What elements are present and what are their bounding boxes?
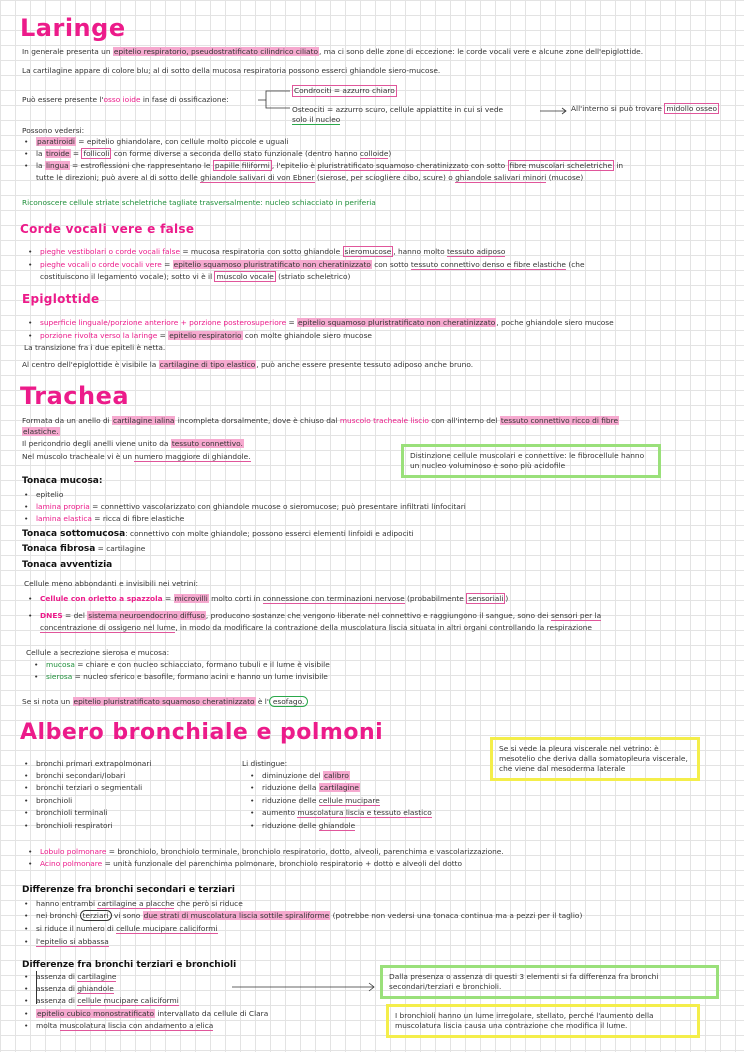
list-item: • riduzione della cartilagine (262, 783, 360, 793)
list-item: • bronchi terziari o segmentali (36, 783, 142, 793)
list-item-cont: tutte le direzioni; può avere al di sotto delle ghiandole salivari di von Ebner (sierose, per sciogliere cibo, scure) o ghiandole salivari minori (mucose) (36, 173, 584, 182)
trachea-intro: Formata da un anello di cartilagine ialina incompleta dorsalmente, dove è chiuso dal muscolo tracheale liscio con all'interno del tessuto connettivo ricco di fibre (22, 416, 619, 425)
note-presenza: Dalla presenza o assenza di questi 3 elementi si fa differenza fra bronchi secondari/terziari e bronchioli. (380, 965, 719, 999)
condrociti-box: Condrociti = azzurro chiaro (294, 86, 395, 95)
diff2-heading: Differenze fra bronchi terziari e bronchioli (22, 960, 237, 970)
note-pleura: Se si vede la pleura viscerale nel vetrino: è mesotelio che deriva dalla somatopleura viscerale, che viene dal mesoderma laterale (490, 737, 700, 781)
list-item: • pieghe vocali o corde vocali vere = epitelio squamoso pluristratificato non cheratinizzato con sotto tessuto connettivo denso e fibre elastiche (che (40, 260, 585, 270)
list-item: • bronchioli terminali (36, 808, 107, 818)
laringe-osso-ioide: Può essere presente l'osso ioide in fase di ossificazione: (22, 95, 229, 104)
list-item: • bronchioli (36, 796, 72, 806)
section-title-albero: Albero bronchiale e polmoni (20, 720, 384, 745)
secrezione-intro: Cellule a secrezione sierosa e mucosa: (26, 648, 170, 657)
list-item: • la lingua = estroflessioni che rappresentano le papille filiformi , l'epitelio è pluristratificato squamoso cheratinizzato con sotto fibre muscolari scheletriche in (36, 161, 623, 171)
osteociti-line2: solo il nucleo (292, 115, 341, 124)
list-item-cont: concentrazione di ossigeno nel lume, in modo da modificare la contrazione della muscolatura liscia situata in altri organi controllando la respirazione (40, 623, 592, 632)
list-item: • riduzione delle ghiandole (262, 821, 355, 831)
cartilagine-elastica: Al centro dell'epiglottide è visibile la cartilagine di tipo elastico, può anche essere presente tessuto adiposo anche bruno. (22, 360, 474, 369)
note-bronchioli: I bronchioli hanno un lume irregolare, stellato, perché l'aumento della muscolatura liscia causa una contrazione che modifica il lume. (386, 1004, 700, 1038)
laringe-cartilagine: La cartilagine appare di colore blu; al di sotto della mucosa respiratoria possono esserci ghiandole siero-mucose. (22, 66, 441, 75)
tonaca-avventizia: Tonaca avventizia (22, 560, 113, 570)
esofago-line: Se si nota un epitelio pluristratificato squamoso cheratinizzato è l' esofago. (22, 697, 308, 707)
midollo-line: All'interno si può trovare midollo osseo (571, 104, 718, 113)
arrow-icon (540, 108, 570, 114)
list-item: • assenza di ghiandole (36, 984, 114, 994)
list-item: • superficie linguale/porzione anteriore + porzione posterosuperiore = epitelio squamoso pluristratificato non cheratinizzato, poche ghiandole siero mucose (40, 318, 614, 328)
trachea-intro-cont: elastiche. (23, 427, 59, 436)
osteociti-line1: Osteociti = azzurro scuro, cellule appiattite in cui si vede (292, 105, 504, 114)
list-item: • la tiroide = follicoli con forme diverse a seconda dello stato funzionale (dentro hanno colloide) (36, 149, 391, 159)
pericondrio: Il pericondrio degli anelli viene unito da tessuto connettivo. (22, 439, 243, 448)
tonaca-fibrosa: Tonaca fibrosa = cartilagine (22, 544, 146, 554)
transizione: La transizione fra i due epiteli è netta. (24, 343, 166, 352)
list-item: • l'epitelio si abbassa (36, 937, 109, 947)
list-item: • bronchioli respiratori (36, 821, 113, 831)
branch-bracket (258, 88, 294, 112)
list-item: • Acino polmonare = unità funzionale del parenchima polmonare, bronchiolo respiratorio + dotto e alveoli del dotto (40, 859, 462, 869)
list-item: • epitelio cubico monostratificato intervallato da cellule di Clara (36, 1009, 268, 1019)
list-item: • pieghe vestibolari o corde vocali false = mucosa respiratoria con sotto ghiandole sieromucose , hanno molto tessuto adiposo (40, 247, 505, 257)
list-item: • hanno entrambi cartilagine a placche che però si riduce (36, 899, 243, 909)
muscolo-tracheale: Nel muscolo tracheale vi è un numero maggiore di ghiandole. (22, 452, 251, 461)
section-title-trachea: Trachea (20, 382, 130, 410)
list-item: • porzione rivolta verso la laringe = epitelio respiratorio con molte ghiandole siero mucose (40, 331, 372, 341)
cellule-intro: Cellule meno abbondanti e invisibili nei vetrini: (24, 579, 199, 588)
tonaca-sottomucosa: Tonaca sottomucosa: connettivo con molte ghiandole; possono esserci elementi linfoidi e adipociti (22, 529, 414, 539)
tonaca-mucosa-heading: Tonaca mucosa: (22, 476, 103, 486)
list-item: • epitelio (36, 490, 63, 500)
arrow-icon (232, 983, 378, 991)
list-item: • assenza di cartilagine (36, 972, 116, 982)
possono-vedersi: Possono vedersi: (22, 126, 85, 135)
list-item: • nei bronchi terziari vi sono due strati di muscolatura liscia sottile spiraliforme (potrebbe non vedersi una tonaca continua ma a pezzi per il taglio) (36, 911, 582, 921)
list-item: • aumento muscolatura liscia e tessuto elastico (262, 808, 432, 818)
green-note: Riconoscere cellule striate scheletriche tagliate trasversalmente: nucleo schiacciato in periferia (22, 198, 376, 207)
note-distinzione: Distinzione cellule muscolari e connettive: le fibrocellule hanno un nucleo voluminoso e sono più acidofile (401, 444, 661, 478)
list-item: • riduzione delle cellule mucipare (262, 796, 380, 806)
list-item: • lamina elastica = ricca di fibre elastiche (36, 514, 184, 524)
list-item: • sierosa = nucleo sferico e basofile, formano acini e hanno un lume invisibile (46, 672, 328, 682)
section-title-laringe: Laringe (20, 14, 126, 42)
diff1-heading: Differenze fra bronchi secondari e terziari (22, 885, 235, 895)
list-item: • Lobulo polmonare = bronchiolo, bronchiolo terminale, bronchiolo respiratorio, dotto, alveoli, parenchima e vascolarizzazione. (40, 847, 504, 857)
list-item: • bronchi primari extrapolmonari (36, 759, 151, 769)
list-item: • bronchi secondari/lobari (36, 771, 125, 781)
list-item: • diminuzione del calibro (262, 771, 350, 781)
section-title-epiglottide: Epiglottide (22, 292, 100, 306)
list-item: • mucosa = chiare e con nucleo schiacciato, formano tubuli e il lume è visibile (46, 660, 330, 670)
list-item: • molta muscolatura liscia con andamento a elica (36, 1021, 213, 1031)
list-item: • assenza di cellule mucipare caliciformi (36, 996, 179, 1006)
laringe-intro: In generale presenta un epitelio respiratorio, pseudostratificato cilindrico ciliato, ma ci sono delle zone di eccezione: le corde vocali vere e alcune zone dell'epiglottide. (22, 47, 644, 56)
list-item: • DNES = del sistema neuroendocrino diffuso, producono sostanze che vengono liberate nel connettivo e raggiungono il sangue, sono dei sensori per la (40, 611, 601, 621)
list-item: • Cellule con orletto a spazzola = microvilli molto corti in connessione con terminazioni nervose (probabilmente sensoriali ) (40, 594, 508, 604)
list-item: • si riduce il numero di cellule mucipare caliciformi (36, 924, 218, 934)
list-item: • lamina propria = connettivo vascolarizzato con ghiandole mucose o sieromucose; può presentare infiltrati linfocitari (36, 502, 466, 512)
li-distingue: Li distingue: (242, 759, 288, 768)
section-title-corde: Corde vocali vere e false (20, 222, 195, 236)
list-item: • paratiroidi = epitelio ghiandolare, con cellule molto piccole e uguali (36, 137, 289, 147)
list-item-cont: costituiscono il legamento vocale); sotto vi è il muscolo vocale (striato scheletrico) (40, 272, 351, 281)
